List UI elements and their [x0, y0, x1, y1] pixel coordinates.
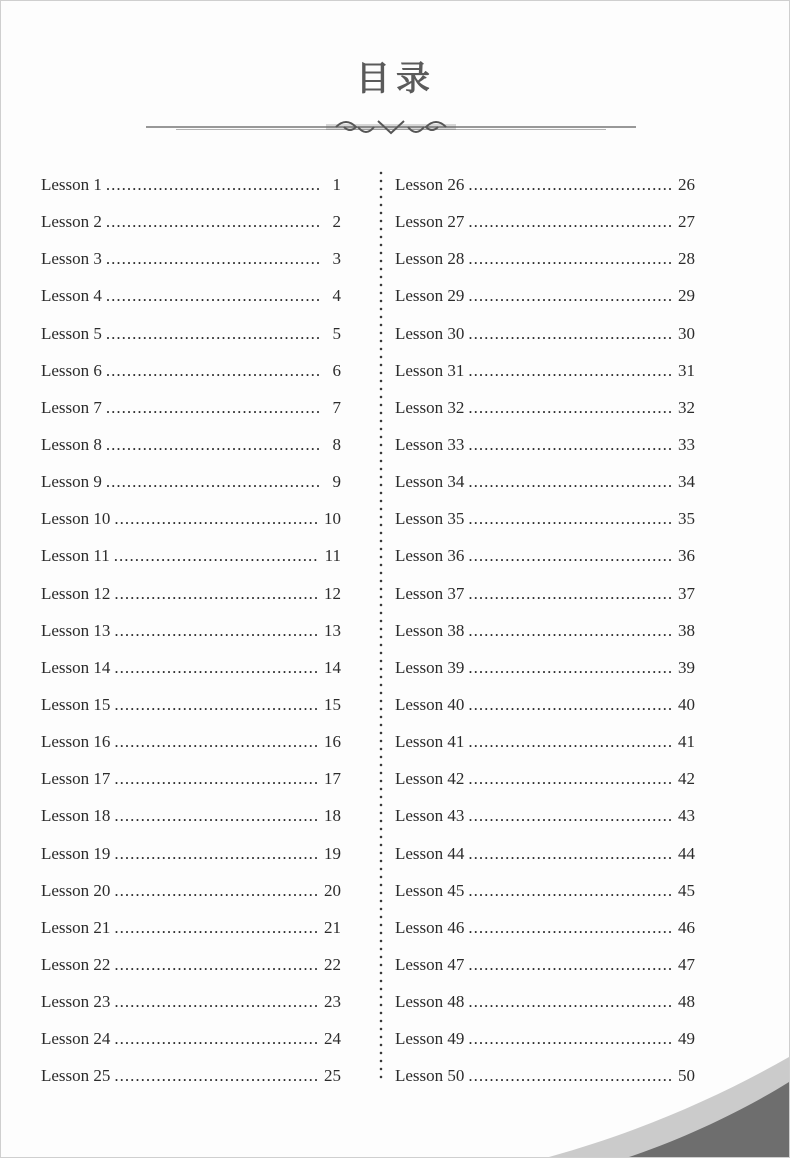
toc-entry-label: Lesson 47 [395, 955, 465, 975]
toc-entry-page: 33 [678, 435, 695, 455]
toc-entry-page: 45 [678, 880, 695, 900]
toc-leader-dots [106, 287, 319, 304]
toc-entry [41, 1057, 341, 1094]
toc-leader-dots [114, 659, 319, 676]
toc-entry-label: Lesson 33 [395, 435, 465, 455]
toc-leader-dots [106, 436, 319, 453]
toc-entry-page: 1 [332, 175, 341, 195]
toc-entry-page: 27 [678, 212, 695, 232]
toc-entry-label: Lesson 19 [41, 843, 111, 863]
toc-entry-page: 31 [678, 360, 695, 380]
toc-entry-page: 2 [332, 212, 341, 232]
toc-entry-label: Lesson 39 [395, 657, 465, 677]
toc-entry [395, 797, 695, 834]
toc-leader-dots [468, 659, 673, 676]
toc-entry-label: Lesson 18 [41, 806, 111, 826]
toc-entry [395, 537, 695, 574]
toc-entry-page: 15 [324, 695, 341, 715]
toc-entry [41, 426, 341, 463]
toc-entry [41, 352, 341, 389]
toc-entry-page: 50 [678, 1066, 695, 1086]
toc-entry [41, 612, 341, 649]
toc-leader-dots [468, 250, 673, 267]
toc-entry [41, 389, 341, 426]
toc-entry-page: 46 [678, 917, 695, 937]
toc-entry-page: 3 [332, 249, 341, 269]
toc-entry-page: 24 [324, 1029, 341, 1049]
toc-entry-page: 32 [678, 397, 695, 417]
toc-entry [395, 426, 695, 463]
toc-entry-label: Lesson 1 [41, 175, 102, 195]
toc-leader-dots [468, 622, 673, 639]
toc-entry-label: Lesson 43 [395, 806, 465, 826]
toc-leader-dots [468, 733, 673, 750]
toc-entry [41, 983, 341, 1020]
toc-leader-dots [468, 807, 673, 824]
toc-entry-label: Lesson 8 [41, 435, 102, 455]
toc-entry-label: Lesson 11 [41, 546, 110, 566]
toc-entry-page: 26 [678, 175, 695, 195]
toc-entry-label: Lesson 49 [395, 1029, 465, 1049]
toc-entry-label: Lesson 24 [41, 1029, 111, 1049]
toc-entry [41, 909, 341, 946]
toc-entry-label: Lesson 28 [395, 249, 465, 269]
toc-leader-dots [114, 733, 319, 750]
toc-entry [41, 1020, 341, 1057]
toc-entry-page: 36 [678, 546, 695, 566]
scroll-ornament-divider-icon [146, 113, 636, 139]
toc-entry-label: Lesson 48 [395, 992, 465, 1012]
toc-leader-dots [468, 213, 673, 230]
toc-entry-page: 23 [324, 992, 341, 1012]
toc-entry-label: Lesson 32 [395, 397, 465, 417]
toc-leader-dots [114, 547, 319, 564]
toc-entry [395, 500, 695, 537]
toc-leader-dots [468, 882, 673, 899]
toc-entry-label: Lesson 14 [41, 657, 111, 677]
toc-leader-dots [468, 919, 673, 936]
toc-entry-page: 9 [332, 472, 341, 492]
toc-entry-label: Lesson 2 [41, 212, 102, 232]
toc-entry [395, 315, 695, 352]
toc-leader-dots [468, 436, 673, 453]
toc-entry-label: Lesson 23 [41, 992, 111, 1012]
toc-leader-dots [106, 250, 319, 267]
toc-entry-label: Lesson 16 [41, 732, 111, 752]
toc-leader-dots [114, 919, 319, 936]
toc-entry-label: Lesson 35 [395, 509, 465, 529]
toc-entry-label: Lesson 42 [395, 769, 465, 789]
toc-entry [41, 797, 341, 834]
toc-leader-dots [468, 399, 673, 416]
toc-entry [395, 760, 695, 797]
toc-entry-label: Lesson 50 [395, 1066, 465, 1086]
toc-leader-dots [468, 845, 673, 862]
corner-swoosh-decoration [429, 1037, 789, 1157]
toc-entry-label: Lesson 29 [395, 286, 465, 306]
toc-entry-label: Lesson 38 [395, 620, 465, 640]
toc-entry-page: 28 [678, 249, 695, 269]
toc-leader-dots [114, 510, 319, 527]
toc-leader-dots [114, 993, 319, 1010]
toc-entry [41, 575, 341, 612]
toc-entry [395, 946, 695, 983]
toc-leader-dots [468, 993, 673, 1010]
toc-entry-page: 11 [324, 546, 341, 566]
toc-entry [41, 835, 341, 872]
toc-entry-page: 20 [324, 880, 341, 900]
toc-entry-page: 12 [324, 583, 341, 603]
toc-entry [395, 649, 695, 686]
toc-leader-dots [468, 956, 673, 973]
toc-entry-label: Lesson 12 [41, 583, 111, 603]
toc-entry [41, 723, 341, 760]
toc-leader-dots [468, 473, 673, 490]
toc-entry-label: Lesson 45 [395, 880, 465, 900]
toc-entry [395, 686, 695, 723]
toc-entry [395, 612, 695, 649]
toc-entry [395, 389, 695, 426]
toc-entry [41, 686, 341, 723]
toc-entry-label: Lesson 30 [395, 323, 465, 343]
toc-entry-label: Lesson 44 [395, 843, 465, 863]
toc-entry-page: 49 [678, 1029, 695, 1049]
toc-entry-page: 37 [678, 583, 695, 603]
toc-entry-page: 8 [332, 435, 341, 455]
toc-entry-page: 4 [332, 286, 341, 306]
toc-entry-page: 40 [678, 695, 695, 715]
toc-entry-label: Lesson 9 [41, 472, 102, 492]
toc-entry-label: Lesson 6 [41, 360, 102, 380]
toc-leader-dots [468, 325, 673, 342]
toc-entry-label: Lesson 26 [395, 175, 465, 195]
toc-leader-dots [114, 1067, 319, 1084]
toc-entry [41, 240, 341, 277]
toc-entry-page: 34 [678, 472, 695, 492]
toc-entry-label: Lesson 34 [395, 472, 465, 492]
toc-entry-label: Lesson 7 [41, 397, 102, 417]
toc-entry-label: Lesson 36 [395, 546, 465, 566]
toc-leader-dots [106, 325, 319, 342]
toc-entry-page: 43 [678, 806, 695, 826]
toc-entry-page: 44 [678, 843, 695, 863]
toc-leader-dots [114, 956, 319, 973]
toc-leader-dots [114, 622, 319, 639]
toc-entry [41, 760, 341, 797]
toc-entry [395, 352, 695, 389]
toc-entry-page: 16 [324, 732, 341, 752]
toc-entry-label: Lesson 41 [395, 732, 465, 752]
toc-entry [395, 983, 695, 1020]
toc-entry-page: 29 [678, 286, 695, 306]
toc-leader-dots [468, 287, 673, 304]
toc-entry-label: Lesson 27 [395, 212, 465, 232]
toc-entry-label: Lesson 22 [41, 955, 111, 975]
toc-entry-page: 10 [324, 509, 341, 529]
toc-leader-dots [114, 696, 319, 713]
toc-leader-dots [114, 1030, 319, 1047]
toc-entry-page: 25 [324, 1066, 341, 1086]
toc-entry [41, 166, 341, 203]
toc-entry-label: Lesson 46 [395, 917, 465, 937]
toc-entry [41, 277, 341, 314]
toc-entry-page: 21 [324, 917, 341, 937]
toc-entry-page: 6 [332, 360, 341, 380]
toc-entry [41, 649, 341, 686]
toc-entry-label: Lesson 21 [41, 917, 111, 937]
toc-leader-dots [468, 770, 673, 787]
page-title: 目录 [356, 59, 436, 99]
toc-leader-dots [468, 696, 673, 713]
toc-entry [395, 909, 695, 946]
toc-entry [395, 872, 695, 909]
toc-entry [395, 575, 695, 612]
toc-entry-label: Lesson 25 [41, 1066, 111, 1086]
toc-leader-dots [468, 510, 673, 527]
toc-entry [41, 946, 341, 983]
toc-entry-page: 39 [678, 657, 695, 677]
column-divider [379, 169, 383, 1081]
toc-entry-page: 22 [324, 955, 341, 975]
toc-leader-dots [114, 770, 319, 787]
toc-leader-dots [106, 362, 319, 379]
toc-entry-page: 14 [324, 657, 341, 677]
toc-entry-label: Lesson 31 [395, 360, 465, 380]
toc-leader-dots [106, 213, 319, 230]
toc-entry-label: Lesson 37 [395, 583, 465, 603]
toc-entry [395, 203, 695, 240]
toc-entry-page: 38 [678, 620, 695, 640]
toc-leader-dots [106, 473, 319, 490]
toc-entry [41, 315, 341, 352]
toc-entry-page: 18 [324, 806, 341, 826]
toc-column-right [395, 166, 695, 1095]
toc-entry-page: 7 [332, 397, 341, 417]
toc-entry-label: Lesson 3 [41, 249, 102, 269]
toc-leader-dots [114, 585, 319, 602]
toc-entry-page: 13 [324, 620, 341, 640]
toc-entry-label: Lesson 13 [41, 620, 111, 640]
toc-entry-label: Lesson 10 [41, 509, 111, 529]
toc-entry-label: Lesson 20 [41, 880, 111, 900]
toc-entry-page: 17 [324, 769, 341, 789]
toc-column-left [41, 166, 341, 1095]
toc-entry-label: Lesson 15 [41, 695, 111, 715]
toc-entry [41, 500, 341, 537]
toc-entry [41, 463, 341, 500]
toc-entry-page: 5 [332, 323, 341, 343]
toc-entry [41, 537, 341, 574]
toc-entry [41, 872, 341, 909]
toc-leader-dots [468, 362, 673, 379]
toc-entry [395, 277, 695, 314]
toc-entry [395, 835, 695, 872]
toc-entry-page: 47 [678, 955, 695, 975]
toc-leader-dots [468, 547, 673, 564]
toc-entry-page: 35 [678, 509, 695, 529]
toc-entry [395, 166, 695, 203]
toc-leader-dots [106, 176, 319, 193]
toc-leader-dots [114, 845, 319, 862]
toc-entry [395, 463, 695, 500]
toc-entry-label: Lesson 4 [41, 286, 102, 306]
toc-entry-page: 41 [678, 732, 695, 752]
toc-entry-page: 30 [678, 323, 695, 343]
toc-entry-page: 48 [678, 992, 695, 1012]
toc-entry-page: 19 [324, 843, 341, 863]
toc-leader-dots [468, 585, 673, 602]
toc-leader-dots [114, 882, 319, 899]
toc-entry [395, 723, 695, 760]
toc-leader-dots [114, 807, 319, 824]
toc-entry [41, 203, 341, 240]
toc-entry-page: 42 [678, 769, 695, 789]
toc-entry-label: Lesson 17 [41, 769, 111, 789]
toc-entry [395, 240, 695, 277]
toc-entry-label: Lesson 40 [395, 695, 465, 715]
toc-entry-label: Lesson 5 [41, 323, 102, 343]
toc-leader-dots [106, 399, 319, 416]
toc-leader-dots [468, 176, 673, 193]
